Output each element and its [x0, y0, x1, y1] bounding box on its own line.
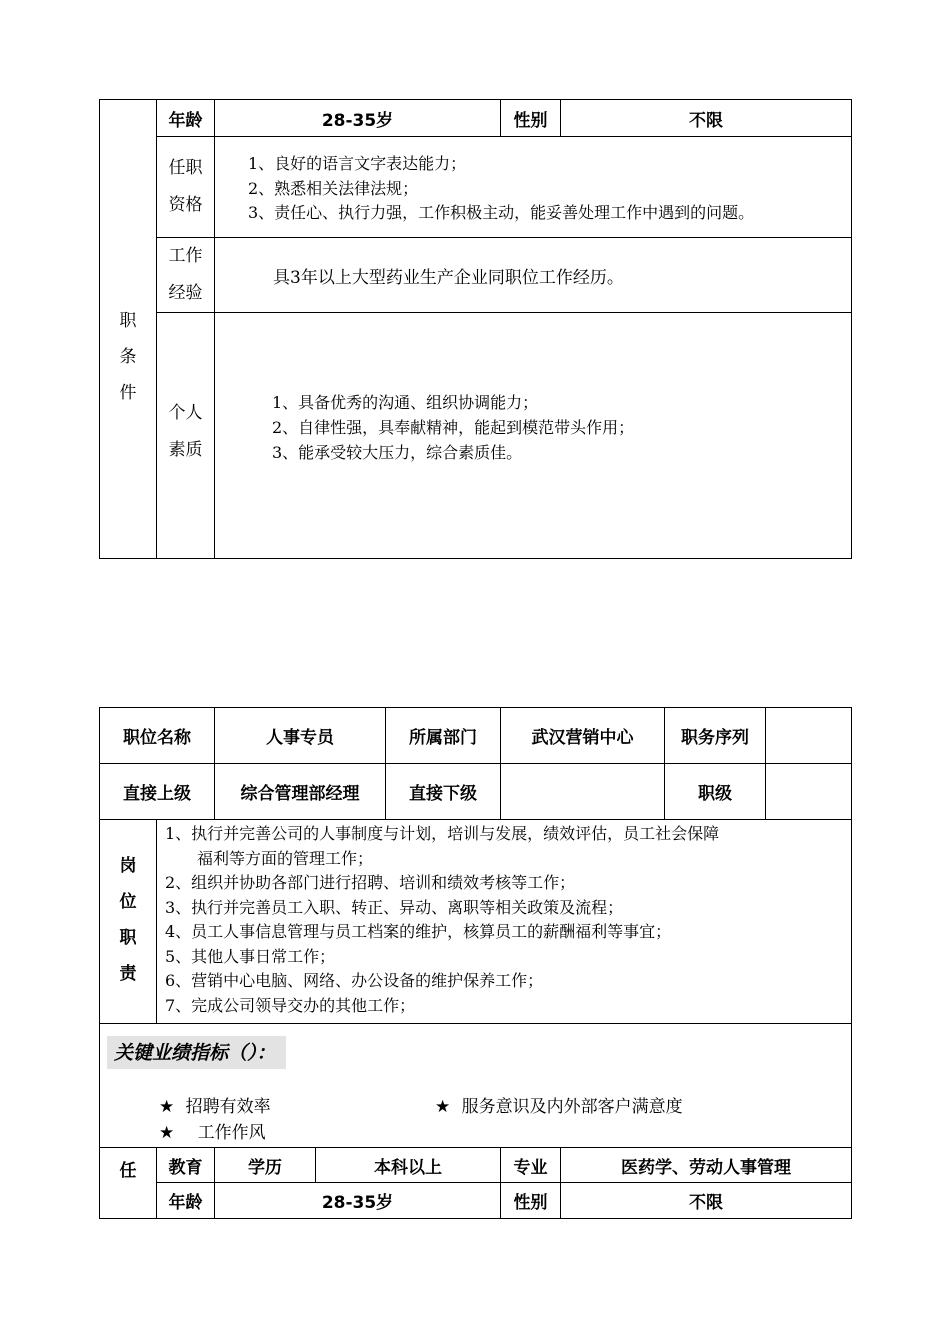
- section-title-requirements: 职 条 件: [100, 100, 157, 559]
- education-label: 教育: [157, 1148, 215, 1183]
- direct-superior-label: 直接上级: [100, 764, 215, 820]
- gender-label: 性别: [501, 1183, 561, 1219]
- major-value: 医药学、劳动人事管理: [561, 1148, 852, 1183]
- star-icon: ★: [159, 1123, 175, 1143]
- department-label: 所属部门: [386, 708, 501, 764]
- qualification-label: 任职 资格: [157, 137, 215, 238]
- direct-subordinate-value: [501, 764, 665, 820]
- job-sequence-value: [766, 708, 852, 764]
- personal-quality-item: 1、具备优秀的沟通、组织协调能力；: [272, 393, 539, 412]
- kpi-title: 关键业绩指标（）：: [107, 1036, 286, 1069]
- job-sequence-label: 职务序列: [665, 708, 766, 764]
- kpi-item: ★ 服务意识及内外部客户满意度: [435, 1097, 683, 1117]
- qualification-item: 2、熟悉相关法律法规；: [248, 178, 419, 198]
- direct-subordinate-label: 直接下级: [386, 764, 501, 820]
- qualification-item: 1、良好的语言文字表达能力；: [248, 153, 467, 173]
- degree-value: 本科以上: [316, 1148, 501, 1183]
- position-name-label: 职位名称: [100, 708, 215, 764]
- gender-value: 不限: [561, 1183, 852, 1219]
- requirements-label: 任: [100, 1148, 157, 1219]
- duties-content: [157, 820, 852, 1024]
- experience-content: 具3年以上大型药业生产企业同职位工作经历。: [215, 238, 852, 313]
- age-value: 28-35岁: [215, 100, 501, 137]
- duty-item: 福利等方面的管理工作；: [197, 848, 374, 868]
- kpi-item: ★ 工作作风: [159, 1123, 266, 1143]
- duty-item: 6、营销中心电脑、网络、办公设备的维护保养工作；: [165, 971, 544, 990]
- kpi-section: [100, 1024, 852, 1148]
- kpi-list: [107, 1095, 851, 1147]
- qualification-content: [215, 137, 852, 238]
- position-name-value: 人事专员: [215, 708, 386, 764]
- duties-label: 岗 位 职 责: [100, 820, 157, 1024]
- duty-item: 3、执行并完善员工入职、转正、异动、离职等相关政策及流程；: [165, 897, 624, 917]
- duty-item: 7、完成公司领导交办的其他工作；: [165, 995, 416, 1015]
- duty-item: 2、组织并协助各部门进行招聘、培训和绩效考核等工作；: [165, 873, 576, 892]
- experience-label: 工作 经验: [157, 238, 215, 313]
- major-label: 专业: [501, 1148, 561, 1183]
- gender-label: 性别: [501, 100, 561, 137]
- job-requirements-table: [99, 99, 852, 559]
- duty-item: 4、员工人事信息管理与员工档案的维护，核算员工的薪酬福利等事宜；: [165, 922, 672, 941]
- kpi-item: ★ 招聘有效率: [159, 1097, 271, 1117]
- gender-value: 不限: [561, 100, 852, 137]
- direct-superior-value: 综合管理部经理: [215, 764, 386, 820]
- qualification-item: 3、责任心、执行力强，工作积极主动，能妥善处理工作中遇到的问题。: [248, 202, 755, 222]
- personal-quality-content: [215, 313, 852, 559]
- duty-item: 1、执行并完善公司的人事制度与计划，培训与发展，绩效评估，员工社会保障: [165, 824, 720, 843]
- age-value: 28-35岁: [215, 1183, 501, 1219]
- age-label: 年龄: [157, 1183, 215, 1219]
- degree-label: 学历: [215, 1148, 316, 1183]
- personal-quality-item: 2、自律性强，具奉献精神，能起到模范带头作用；: [272, 418, 635, 437]
- star-icon: ★: [435, 1097, 451, 1117]
- job-description-table: [99, 707, 852, 1219]
- duty-item: 5、其他人事日常工作；: [165, 946, 336, 966]
- personal-quality-item: 3、能承受较大压力，综合素质佳。: [272, 443, 523, 462]
- personal-quality-label: 个人 素质: [157, 313, 215, 559]
- job-level-label: 职级: [665, 764, 766, 820]
- star-icon: ★: [159, 1097, 175, 1117]
- department-value: 武汉营销中心: [501, 708, 665, 764]
- job-level-value: [766, 764, 852, 820]
- age-label: 年龄: [157, 100, 215, 137]
